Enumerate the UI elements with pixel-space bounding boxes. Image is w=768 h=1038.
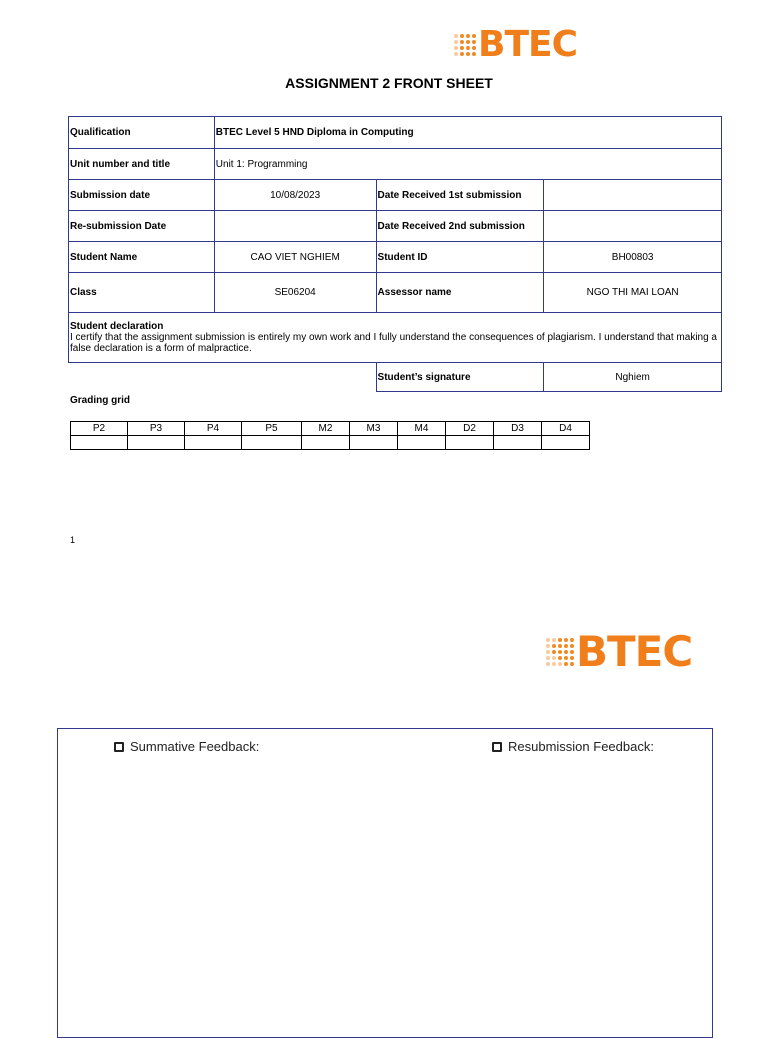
unit-value: Unit 1: Programming [214, 149, 721, 180]
assessor-value: NGO THI MAI LOAN [544, 273, 722, 313]
resubmission-date-value [214, 211, 376, 242]
logo-text: BTEC [576, 627, 693, 676]
grade-header: M4 [398, 422, 446, 436]
declaration-title: Student declaration [70, 321, 164, 332]
submission-date-value: 10/08/2023 [214, 180, 376, 211]
grade-cell [71, 436, 128, 450]
logo-dots-icon [546, 638, 574, 666]
grade-cell [242, 436, 302, 450]
checkbox-icon[interactable] [114, 742, 124, 752]
grade-header: D4 [542, 422, 590, 436]
checkbox-icon[interactable] [492, 742, 502, 752]
grade-cell [542, 436, 590, 450]
grade-header: D3 [494, 422, 542, 436]
student-id-value: BH00803 [544, 242, 722, 273]
grading-grid [70, 421, 590, 450]
received-1st-label: Date Received 1st submission [376, 180, 544, 211]
page-title: ASSIGNMENT 2 FRONT SHEET [285, 75, 493, 91]
grade-cell [185, 436, 242, 450]
grade-header: P3 [128, 422, 185, 436]
grade-header: D2 [446, 422, 494, 436]
assessor-label: Assessor name [376, 273, 544, 313]
grading-value-row [71, 436, 590, 450]
qualification-label: Qualification [69, 117, 215, 149]
grade-header: M3 [350, 422, 398, 436]
received-2nd-value [544, 211, 722, 242]
btec-logo [546, 626, 692, 678]
student-id-label: Student ID [376, 242, 544, 273]
grade-cell [446, 436, 494, 450]
page-number: 1 [70, 535, 76, 545]
received-1st-value [544, 180, 722, 211]
grade-cell [350, 436, 398, 450]
grade-header: M2 [302, 422, 350, 436]
grade-cell [128, 436, 185, 450]
summative-feedback [114, 739, 259, 754]
resubmission-date-label: Re-submission Date [69, 211, 215, 242]
submission-date-label: Submission date [69, 180, 215, 211]
signature-label: Student’s signature [376, 363, 544, 392]
logo-text: BTEC [478, 24, 578, 65]
grade-header: P5 [242, 422, 302, 436]
feedback-box [57, 728, 713, 1038]
declaration-cell [69, 313, 722, 363]
resubmission-feedback-label: Resubmission Feedback: [508, 739, 654, 754]
btec-logo [454, 24, 577, 66]
class-label: Class [69, 273, 215, 313]
grade-header: P4 [185, 422, 242, 436]
student-name-label: Student Name [69, 242, 215, 273]
declaration-text: I certify that the assignment submission is entirely my own work and I fully understand the consequences of plagiarism. I understand that making a false declaration is a form of malpractice. [70, 332, 717, 354]
summative-feedback-label: Summative Feedback: [130, 739, 260, 754]
signature-spacer [69, 363, 377, 392]
student-name-value: CAO VIET NGHIEM [214, 242, 376, 273]
grade-header: P2 [71, 422, 128, 436]
grade-cell [302, 436, 350, 450]
grading-grid-label: Grading grid [70, 395, 130, 406]
logo-dots-icon [454, 34, 476, 56]
front-sheet-table [68, 116, 722, 392]
class-value: SE06204 [214, 273, 376, 313]
grading-header-row [71, 422, 590, 436]
signature-value: Nghiem [544, 363, 722, 392]
grade-cell [398, 436, 446, 450]
unit-label: Unit number and title [69, 149, 215, 180]
resubmission-feedback [492, 739, 654, 754]
qualification-value: BTEC Level 5 HND Diploma in Computing [214, 117, 721, 149]
received-2nd-label: Date Received 2nd submission [376, 211, 544, 242]
grade-cell [494, 436, 542, 450]
